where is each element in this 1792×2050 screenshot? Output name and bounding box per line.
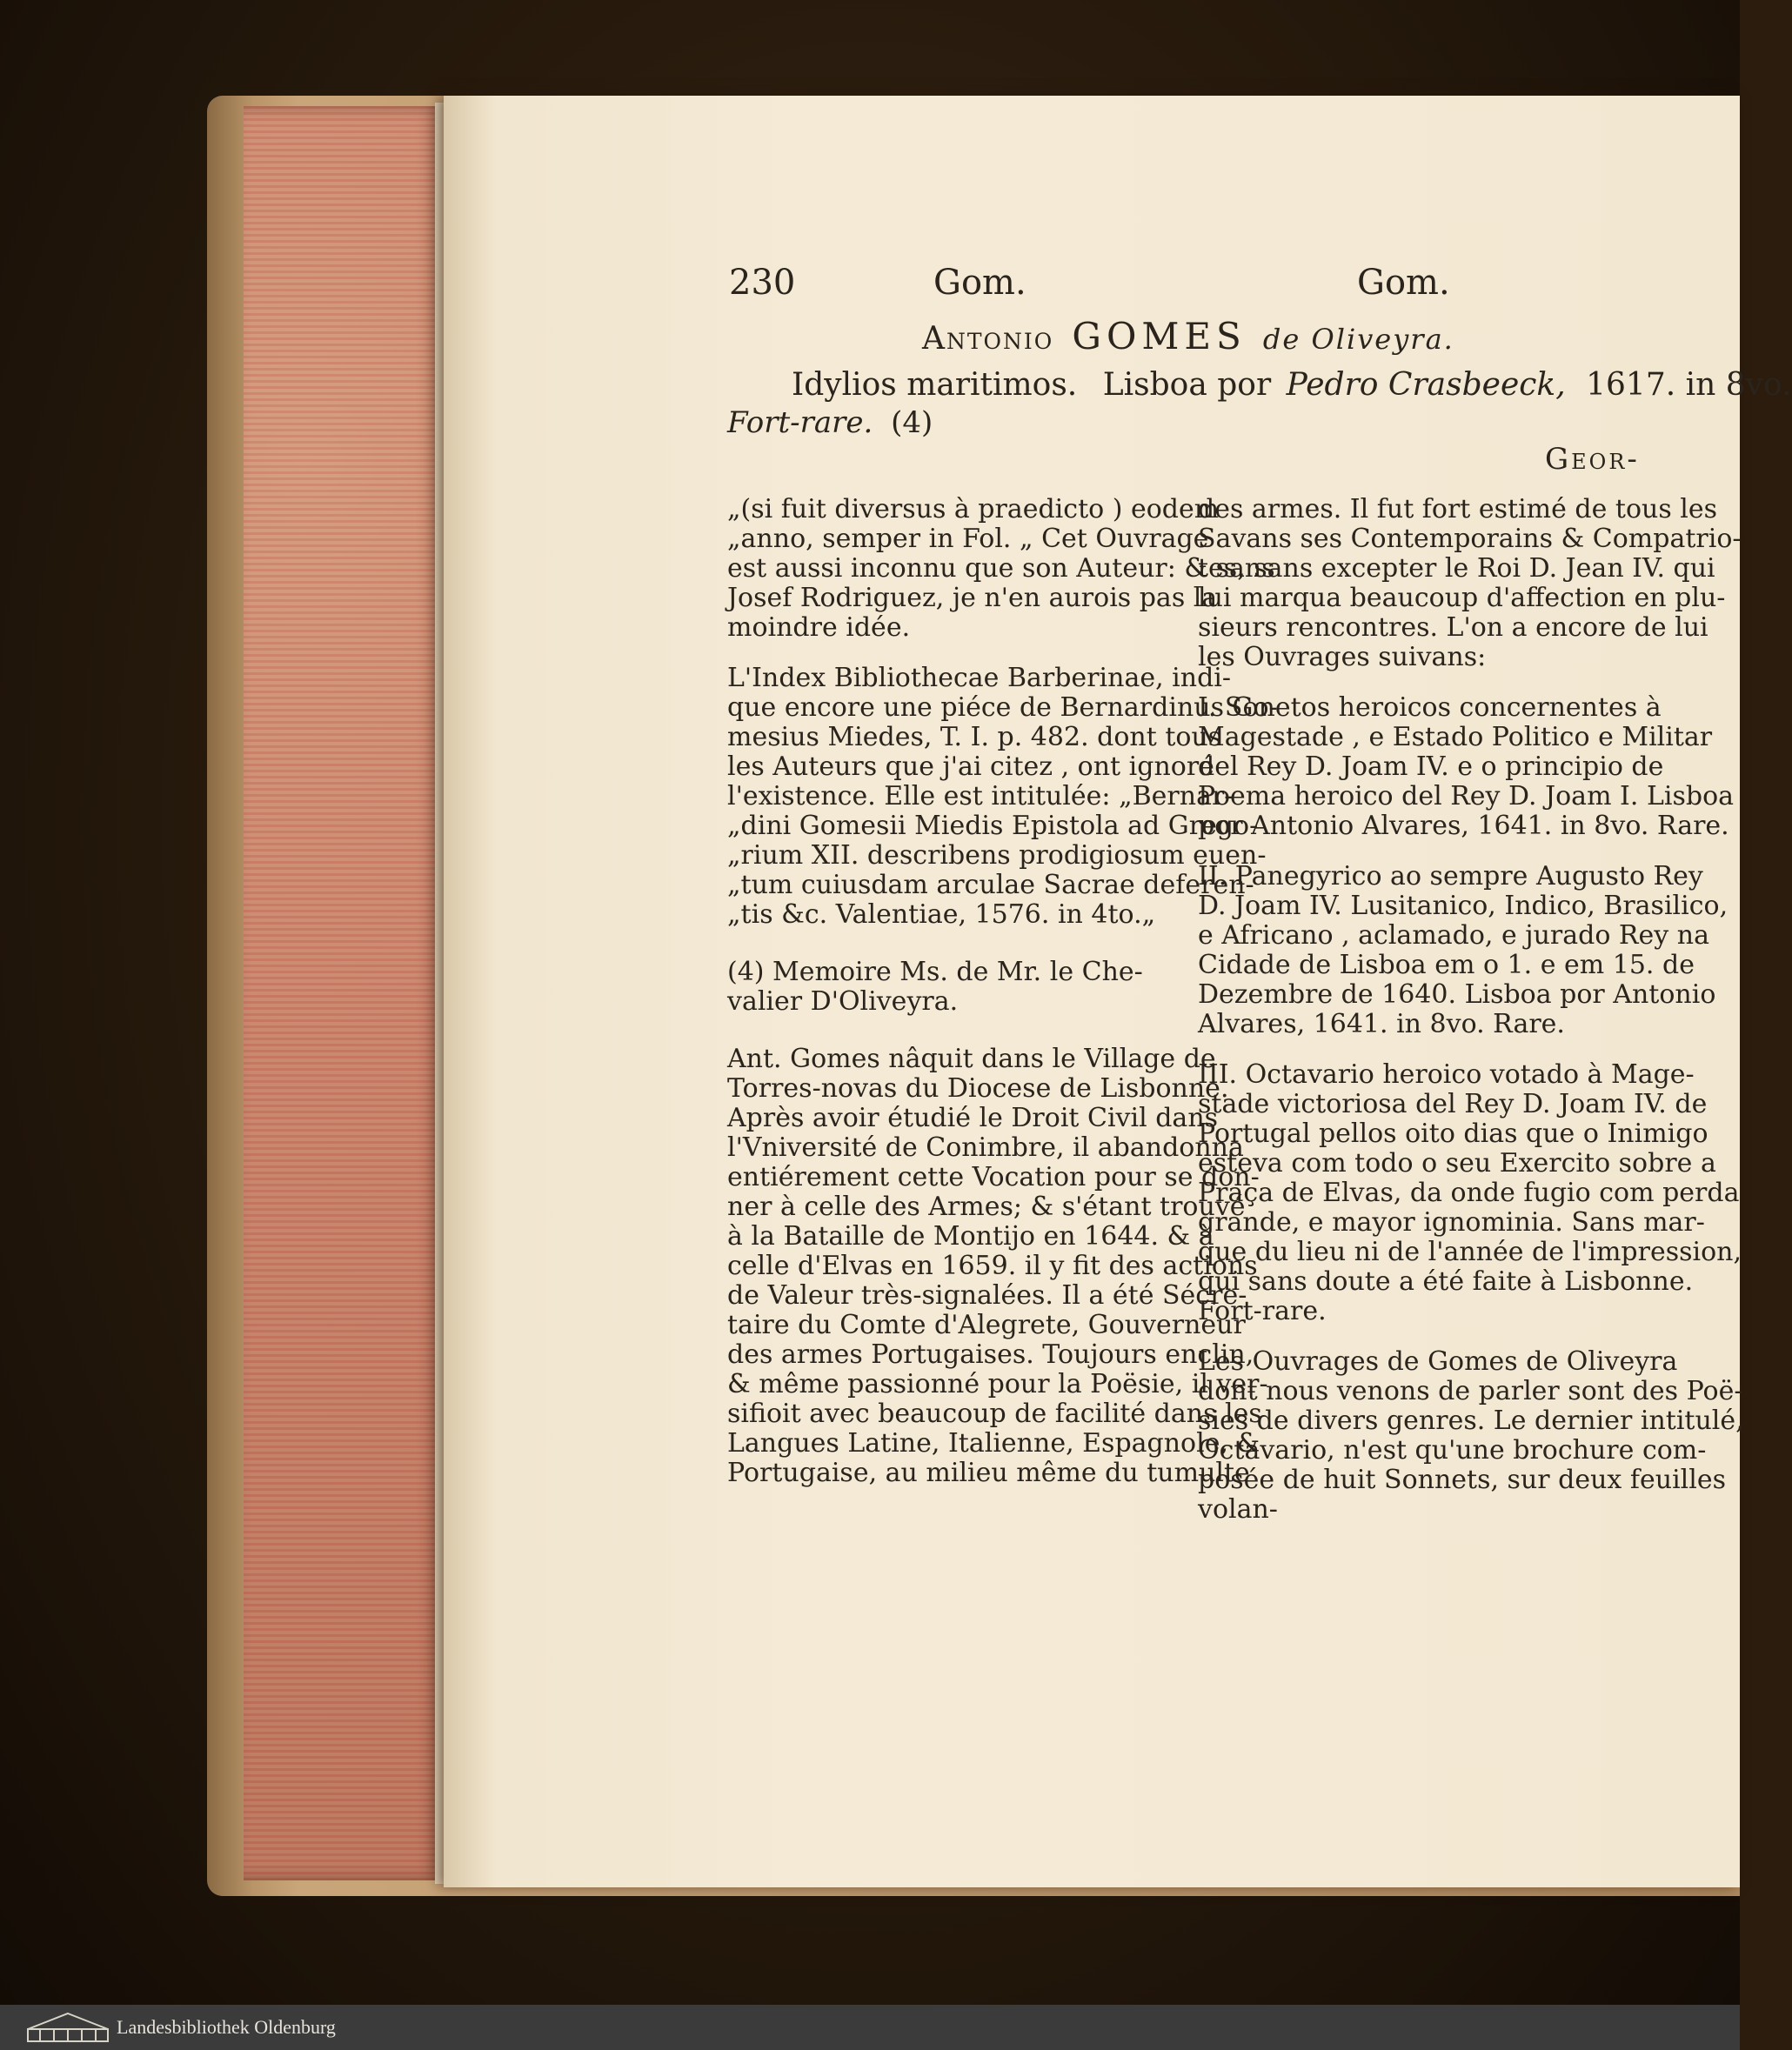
- imprint: Lisboa por: [1102, 367, 1272, 403]
- text-line: Dezembre de 1640. Lisboa por Antonio: [1198, 979, 1716, 1010]
- text-line: Savans ses Contemporains & Compatrio-: [1198, 524, 1742, 554]
- text-line: e Africano , aclamado, e jurado Rey na: [1198, 920, 1709, 951]
- text-line: sies de divers genres. Le dernier intitulé,: [1198, 1406, 1744, 1436]
- text-line: Poema heroico del Rey D. Joam I. Lisboa: [1198, 781, 1735, 811]
- rarity: Fort-rare.: [727, 405, 873, 440]
- text-line: Langues Latine, Italienne, Espagnole, &: [727, 1428, 1260, 1459]
- text-line: les Ouvrages suivans:: [1198, 642, 1487, 672]
- text-line: Alvares, 1641. in 8vo. Rare.: [1198, 1009, 1565, 1039]
- page-edges-red: [244, 106, 444, 1880]
- text-line: que du lieu ni de l'année de l'impression,: [1198, 1237, 1742, 1267]
- text-line: Praça de Elvas, da onde fugio com perda: [1198, 1178, 1740, 1208]
- text-line: Fort-rare.: [1198, 1296, 1327, 1326]
- text-line: Magestade , e Estado Politico e Militar: [1198, 722, 1713, 752]
- text-line: moindre idée.: [727, 612, 911, 643]
- author-particle: de Oliveyra.: [1262, 323, 1454, 356]
- text-line: Portugaise, au milieu même du tumulte: [727, 1458, 1250, 1488]
- text-line: stade victoriosa del Rey D. Joam IV. de: [1198, 1089, 1708, 1119]
- text-line: III. Octavario heroico votado à Mage-: [1198, 1059, 1695, 1090]
- text-line: entiérement cette Vocation pour se don-: [727, 1162, 1260, 1192]
- note-ref: (4): [891, 405, 933, 440]
- text-line: del Rey D. Joam IV. e o principio de: [1198, 751, 1664, 782]
- author-last: GOMES: [1072, 315, 1247, 357]
- text-line: & même passionné pour la Poësie, il ver-: [727, 1369, 1268, 1399]
- text-line: „dini Gomesii Miedis Epistola ad Grego-: [727, 811, 1259, 841]
- author-first: Antonio: [922, 321, 1054, 357]
- text-line: „tis &c. Valentiae, 1576. in 4to.„: [727, 899, 1156, 930]
- text-line: sieurs rencontres. L'on a encore de lui: [1198, 612, 1708, 643]
- text-line: II. Panegyrico ao sempre Augusto Rey: [1198, 861, 1703, 891]
- page-number: 230: [729, 263, 796, 303]
- running-head-right: Gom.: [1357, 263, 1450, 303]
- text-line: I. Sonetos heroicos concernentes à: [1198, 692, 1662, 723]
- library-name: Landesbibliothek Oldenburg: [117, 2016, 336, 2038]
- text-line: celle d'Elvas en 1659. il y fit des actions: [727, 1251, 1258, 1281]
- text-line: tes, sans excepter le Roi D. Jean IV. qui: [1198, 553, 1715, 584]
- text-line: volan-: [1198, 1494, 1278, 1525]
- text-line: „rium XII. describens prodigiosum euen-: [727, 840, 1267, 871]
- date-format: 1617. in 8vo.: [1586, 367, 1792, 403]
- footer-bar: [0, 2005, 1740, 2050]
- entry-rarity-line: [727, 405, 933, 440]
- work-title: Idylios maritimos.: [792, 367, 1078, 403]
- text-line: l'existence. Elle est intitulée: „Bernar-: [727, 781, 1234, 811]
- text-line: Ant. Gomes nâquit dans le Village de: [727, 1044, 1216, 1074]
- library-building-icon: [26, 2012, 110, 2043]
- entry-title-line: [792, 367, 1792, 403]
- text-line: grande, e mayor ignominia. Sans mar-: [1198, 1207, 1705, 1238]
- text-line: D. Joam IV. Lusitanico, Indico, Brasilico,: [1198, 891, 1728, 921]
- text-line: „anno, semper in Fol. „ Cet Ouvrage: [727, 524, 1209, 554]
- text-line: Torres-novas du Diocese de Lisbonne.: [727, 1073, 1229, 1104]
- text-line: Les Ouvrages de Gomes de Oliveyra: [1198, 1346, 1678, 1377]
- text-line: ner à celle des Armes; & s'étant trouvé: [727, 1192, 1246, 1222]
- text-line: que encore une piéce de Bernardinus Go-: [727, 692, 1278, 723]
- text-line: esteva com todo o seu Exercito sobre a: [1198, 1148, 1716, 1179]
- text-line: de Valeur très-signalées. Il a été Sécre-: [727, 1280, 1247, 1311]
- text-line: taire du Comte d'Alegrete, Gouverneur: [727, 1310, 1246, 1340]
- catchword-top: Geor-: [1545, 442, 1640, 477]
- text-line: Portugal pellos oito dias que o Inimigo: [1198, 1118, 1708, 1149]
- text-line: à la Bataille de Montijo en 1644. & à: [727, 1221, 1214, 1252]
- text-line: Après avoir étudié le Droit Civil dans: [727, 1103, 1219, 1133]
- text-line: (4) Memoire Ms. de Mr. le Che-: [727, 957, 1143, 987]
- text-line: Octavario, n'est qu'une brochure com-: [1198, 1435, 1707, 1466]
- text-line: des armes Portugaises. Toujours enclin,: [727, 1339, 1254, 1370]
- text-line: les Auteurs que j'ai citez , ont ignoré: [727, 751, 1214, 782]
- text-line: sifioit avec beaucoup de facilité dans les: [727, 1399, 1262, 1429]
- text-line: Cidade de Lisboa em o 1. e em 15. de: [1198, 950, 1695, 980]
- text-line: mesius Miedes, T. I. p. 482. dont tous: [727, 722, 1222, 752]
- text-line: Josef Rodriguez, je n'en aurois pas la: [727, 583, 1218, 613]
- text-line: L'Index Bibliothecae Barberinae, indi-: [727, 663, 1232, 693]
- text-line: des armes. Il fut fort estimé de tous les: [1198, 494, 1718, 524]
- entry-author: [922, 315, 1454, 357]
- text-line: lui marqua beaucoup d'affection en plu-: [1198, 583, 1726, 613]
- text-line: posée de huit Sonnets, sur deux feuilles: [1198, 1465, 1727, 1495]
- text-line: „(si fuit diversus à praedicto ) eodem: [727, 494, 1220, 524]
- running-head-left: Gom.: [933, 263, 1026, 303]
- text-line: por Antonio Alvares, 1641. in 8vo. Rare.: [1198, 811, 1729, 841]
- text-line: qui sans doute a été faite à Lisbonne.: [1198, 1266, 1694, 1297]
- text-line: dont nous venons de parler sont des Poë-: [1198, 1376, 1743, 1406]
- printer: Pedro Crasbeeck,: [1286, 367, 1566, 403]
- text-line: valier D'Oliveyra.: [727, 986, 959, 1017]
- text-line: l'Vniversité de Conimbre, il abandonna: [727, 1132, 1244, 1163]
- text-line: est aussi inconnu que son Auteur: & sans: [727, 553, 1275, 584]
- text-line: „tum cuiusdam arculae Sacrae deferen-: [727, 870, 1254, 900]
